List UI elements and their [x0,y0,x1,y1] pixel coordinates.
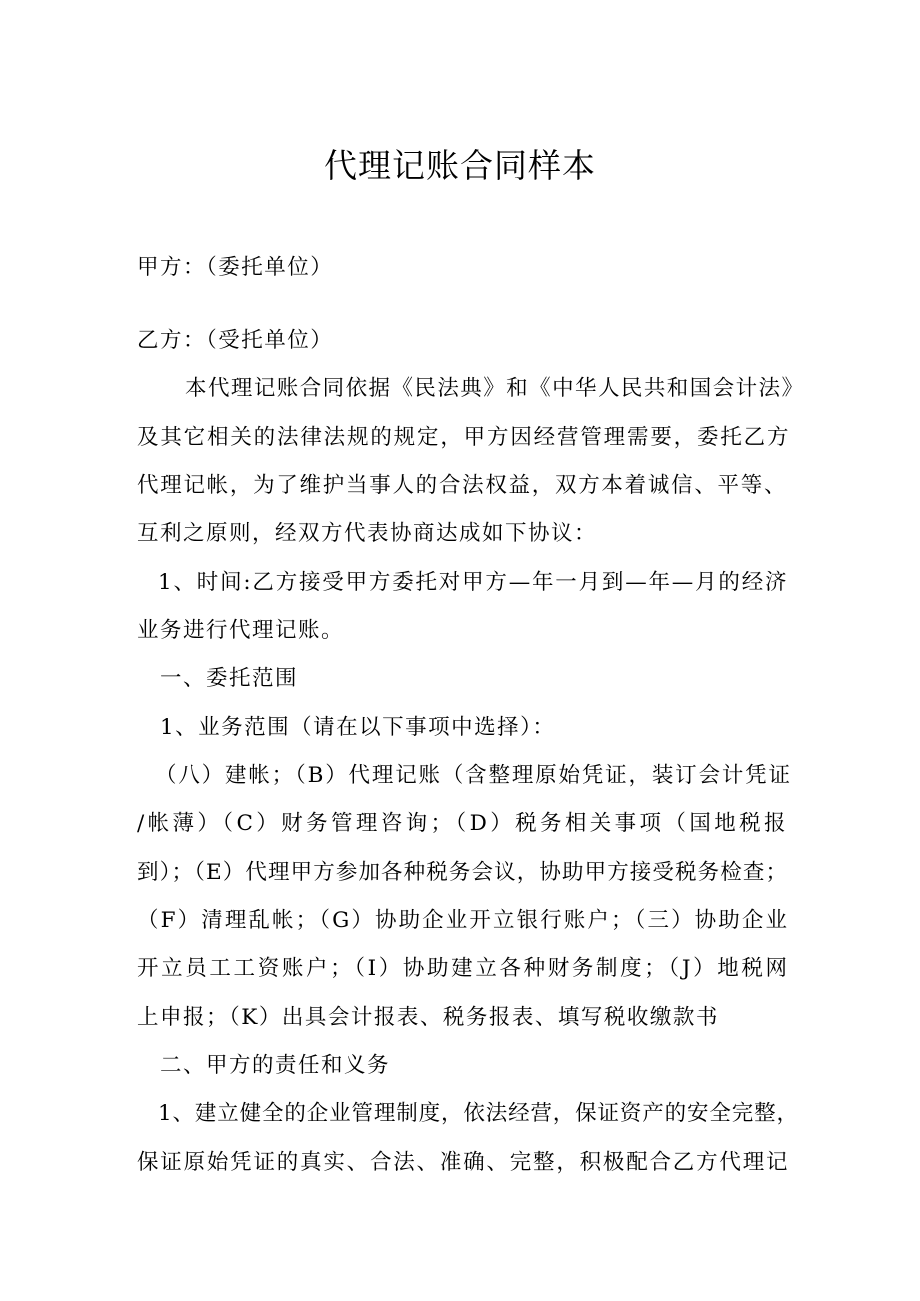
section-heading-scope: 一、委托范围 [160,666,299,691]
scope-list-line-4: （F）清理乱帐；（G）协助企业开立银行账户；（三）协助企业 [137,908,787,933]
clause-time-line-2: 业务进行代理记账。 [137,618,345,643]
scope-list-line-5: 开立员工工资账户；（I）协助建立各种财务制度；（J）地税网 [137,956,787,981]
scope-list-line-1: （八）建帐；（B）代理记账（含整理原始凭证，装订会计凭证 [155,763,790,788]
scope-list-line-6: 上申报；（K）出具会计报表、税务报表、填写税收缴款书 [137,1005,719,1030]
preamble-line-4: 互利之原则，经双方代表协商达成如下协议： [137,521,598,546]
party-a-line: 甲方：（委托单位） [137,255,334,280]
scope-list-line-2: /帐薄）（C）财务管理咨询；（D）税务相关事项（国地税报 [137,811,787,836]
duty-line-1: 1、建立健全的企业管理制度，依法经营，保证资产的安全完整， [158,1101,798,1126]
preamble-line-1: 本代理记账合同依据《民法典》和《中华人民共和国会计法》 [185,376,803,401]
section-heading-party-a-duties: 二、甲方的责任和义务 [160,1053,391,1078]
document-title: 代理记账合同样本 [324,146,596,185]
clause-time-line-1: 1、时间:乙方接受甲方委托对甲方—年一月到—年—月的经济 [158,570,788,595]
scope-item-heading: 1、业务范围（请在以下事项中选择）： [160,715,556,740]
preamble-line-3: 代理记帐，为了维护当事人的合法权益，双方本着诚信、平等、 [137,473,787,498]
preamble-line-2: 及其它相关的法律法规的规定，甲方因经营管理需要，委托乙方 [137,425,790,450]
duty-line-2: 保证原始凭证的真实、合法、准确、完整，积极配合乙方代理记 [137,1150,789,1175]
party-b-line: 乙方：（受托单位） [137,328,334,353]
scope-list-line-3: 到）；（E）代理甲方参加各种税务会议，协助甲方接受税务检查； [137,860,787,885]
